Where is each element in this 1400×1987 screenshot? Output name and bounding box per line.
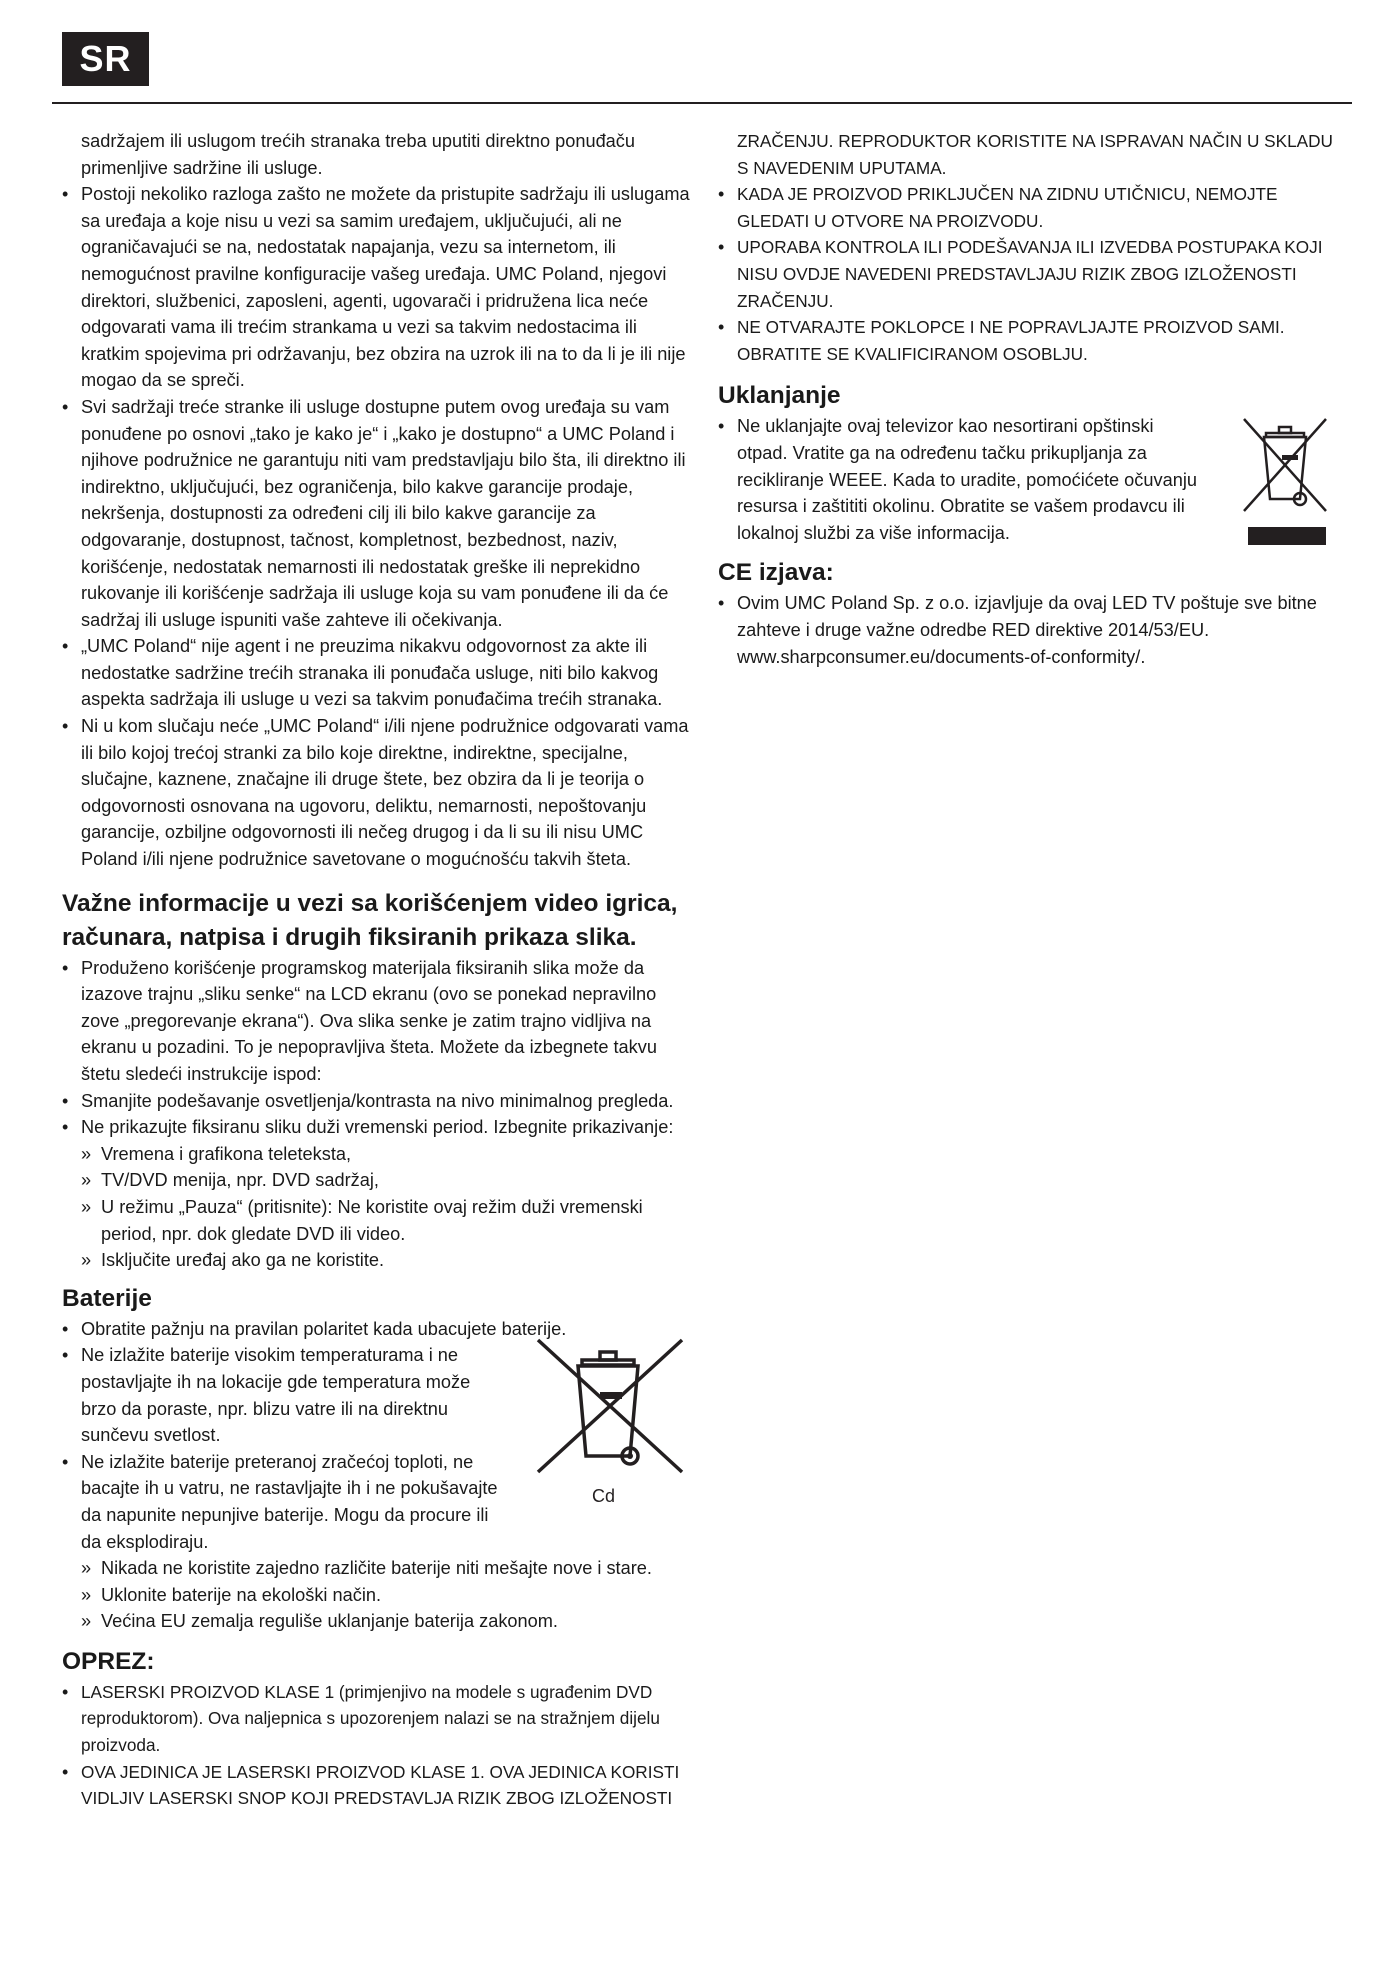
video-list bbox=[62, 955, 690, 1141]
disposal-section bbox=[718, 413, 1340, 546]
left-column bbox=[62, 128, 690, 1812]
list-item: • Svi sadržaji treće stranke ili usluge dostupne putem ovog uređaja su vam ponuđene po osnovi „tako je kako je“ i „kako je dostupno“ a UMC Poland i njihove podružnice ne garantuju niti vam predstavljaju bilo šta, ili direktno ili indirektno, uključujući, bez ograničenja, bilo kakve garancije prodaje, nekršenja, dostupnosti za određeni cilj ili bilo kakve garancije za odgovaranje, dostupnost, tačnost, kompletnost, bezbednost, naziv, korišćenje, nedostatak nemarnosti ili nedostatak greške ili neprekidno rukovanje ili korišćenje sadržaja ili usluge koja su vam ponuđene ili da će sadržaj ili usluge ispuniti vaše zahteve ili očekivanja. bbox=[62, 394, 690, 633]
list-item: • Ne uklanjajte ovaj televizor kao nesortirani opštinski otpad. Vratite ga na određenu tačku prikupljanja za recikliranje WEEE. Kada to uradite, pomoćićete očuvanju resursa i zaštititi okolinu. Obratite se vašem prodavcu ili lokalnoj službi za više informacija. bbox=[718, 413, 1208, 546]
list-item: • OVA JEDINICA JE LASERSKI PROIZVOD KLASE 1. OVA JEDINICA KORISTI VIDLJIV LASERSKI SNOP KOJI PREDSTAVLJA RIZIK ZBOG IZLOŽENOSTI bbox=[62, 1759, 690, 1812]
language-badge: SR bbox=[62, 32, 149, 86]
crossed-bin-cd-icon bbox=[534, 1336, 686, 1506]
list-item: • Ne izlažite baterije visokim temperaturama i ne postavljajte ih na lokacije gde temperatura može brzo da poraste, npr. blizu vatre ili na direktnu sunčevu svetlost. bbox=[62, 1342, 502, 1448]
list-item: • Ni u kom slučaju neće „UMC Poland“ i/ili njene podružnice odgovarati vama ili bilo kojoj trećoj stranki za bilo koje direktne, indirektne, specijalne, slučajne, kaznene, značajne ili druge štete, bez obzira da li je teorija o odgovornosti osnovana na ugovoru, deliktu, nemarnosti, nepoštovanju garancije, ozbiljne odgovornosti ili nečeg drugog i da li su ili nisu UMC Poland i/ili njene podružnice savetovane o mogućnošću takvih šteta. bbox=[62, 713, 690, 873]
batteries-section bbox=[62, 1316, 690, 1635]
weee-crossed-bin-icon bbox=[1240, 415, 1330, 553]
sub-list-item: » Vremena i grafikona teleteksta, bbox=[81, 1141, 690, 1168]
caution-continuation: ZRAČENJU. REPRODUKTOR KORISTITE NA ISPRAVAN NAČIN U SKLADU S NAVEDENIM UPUTAMA. bbox=[737, 131, 1333, 178]
sub-list-item: » Isključite uređaj ako ga ne koristite. bbox=[81, 1247, 690, 1274]
battery-sublist bbox=[62, 1555, 690, 1635]
sub-list-item: » Većina EU zemalja reguliše uklanjanje baterija zakonom. bbox=[81, 1608, 690, 1635]
sub-list-item: » TV/DVD menija, npr. DVD sadržaj, bbox=[81, 1167, 690, 1194]
video-sublist bbox=[62, 1141, 690, 1274]
video-games-heading: Važne informacije u vezi sa korišćenjem video igrica, računara, natpisa i drugih fiksiranih prikaza slika. bbox=[62, 889, 678, 951]
list-item: • KADA JE PROIZVOD PRIKLJUČEN NA ZIDNU UTIČNICU, NEMOJTE GLEDATI U OTVORE NA PROIZVODU. bbox=[718, 181, 1340, 234]
list-item: • Ne izlažite baterije preteranoj zračećoj toploti, ne bacajte ih u vatru, ne rastavljajte ih i ne pokušavajte da napunite nepunjive baterije. Mogu da procure ili da eksplodiraju. bbox=[62, 1449, 502, 1555]
batteries-heading: Baterije bbox=[62, 1284, 152, 1312]
list-item: • LASERSKI PROIZVOD KLASE 1 (primjenjivo na modele s ugrađenim DVD reproduktorom). Ova naljepnica s upozorenjem nalazi se na stražnjem dijelu proizvoda. bbox=[62, 1679, 690, 1759]
list-item: • NE OTVARAJTE POKLOPCE I NE POPRAVLJAJTE PROIZVOD SAMI. OBRATITE SE KVALIFICIRANOM OSOBLJU. bbox=[718, 314, 1340, 367]
disposal-list bbox=[718, 413, 1208, 546]
intro-continuation: sadržajem ili uslugom trećih stranaka treba uputiti direktno ponuđaču primenljive sadržine ili usluge. bbox=[81, 131, 636, 178]
ce-list bbox=[718, 590, 1340, 670]
list-item: • Postoji nekoliko razloga zašto ne možete da pristupite sadržaju ili uslugama sa uređaja a koje nisu u vezi sa samim uređajem, uključujući, ali ne ograničavajući se na, nedostatak napajanja, vezu sa internetom, ili nemogućnost pravilne konfiguracije vašeg uređaja. UMC Poland, njegovi direktori, službenici, zaposleni, agenti, ugovarači i pridružena lica neće odgovarati vama ili trećim strankama u vezi sa takvim nedostacima ili kratkim spojevima pri održavanju, bez obzira na uzrok ili na to da li je ili nije mogao da se spreči. bbox=[62, 181, 690, 394]
list-item: • UPORABA KONTROLA ILI PODEŠAVANJA ILI IZVEDBA POSTUPAKA KOJI NISU OVDJE NAVEDENI PREDSTAVLJAJU RIZIK ZBOG IZLOŽENOSTI ZRAČENJU. bbox=[718, 234, 1340, 314]
caution-heading: OPREZ: bbox=[62, 1647, 155, 1675]
ce-declaration-heading: CE izjava: bbox=[718, 559, 834, 587]
caution-list bbox=[62, 1679, 690, 1812]
intro-list bbox=[62, 181, 690, 872]
list-item: • „UMC Poland“ nije agent i ne preuzima nikakvu odgovornost za akte ili nedostatke sadržine trećih stranaka ili ponuđača usluge, niti bilo kakvog aspekta sadržaja ili usluge u vezi sa takvim ponuđačima trećih stranaka. bbox=[62, 633, 690, 713]
list-item: • Obratite pažnju na pravilan polaritet kada ubacujete baterije. bbox=[62, 1316, 690, 1343]
list-item: • Smanjite podešavanje osvetljenja/kontrasta na nivo minimalnog pregleda. bbox=[62, 1088, 690, 1115]
sub-list-item: » U režimu „Pauza“ (pritisnite): Ne koristite ovaj režim duži vremenski period, npr. dok gledate DVD ili video. bbox=[81, 1194, 690, 1247]
list-item: • Produženo korišćenje programskog materijala fiksiranih slika može da izazove trajnu „sliku senke“ na LCD ekranu (ovo se ponekad nepravilno zove „pregorevanje ekrana“). Ova slika senke je zatim trajno vidljiva na ekranu u pozadini. To je nepopravljiva šteta. Možete da izbegnete takvu štetu sledeći instrukcije ispod: bbox=[62, 955, 690, 1088]
caution-list-continued bbox=[718, 181, 1340, 367]
sub-list-item: » Uklonite baterije na ekološki način. bbox=[81, 1582, 690, 1609]
list-item: • Ovim UMC Poland Sp. z o.o. izjavljuje da ovaj LED TV poštuje sve bitne zahteve i druge važne odredbe RED direktive 2014/53/EU. www.sharpconsumer.eu/documents-of-conformity/. bbox=[718, 590, 1340, 670]
header-rule bbox=[52, 102, 1352, 104]
cd-label: Cd bbox=[592, 1485, 616, 1506]
disposal-heading: Uklanjanje bbox=[718, 382, 841, 410]
right-column bbox=[718, 128, 1340, 670]
sub-list-item: » Nikada ne koristite zajedno različite baterije niti mešajte nove i stare. bbox=[81, 1555, 690, 1582]
list-item: • Ne prikazujte fiksiranu sliku duži vremenski period. Izbegnite prikazivanje: bbox=[62, 1114, 690, 1141]
